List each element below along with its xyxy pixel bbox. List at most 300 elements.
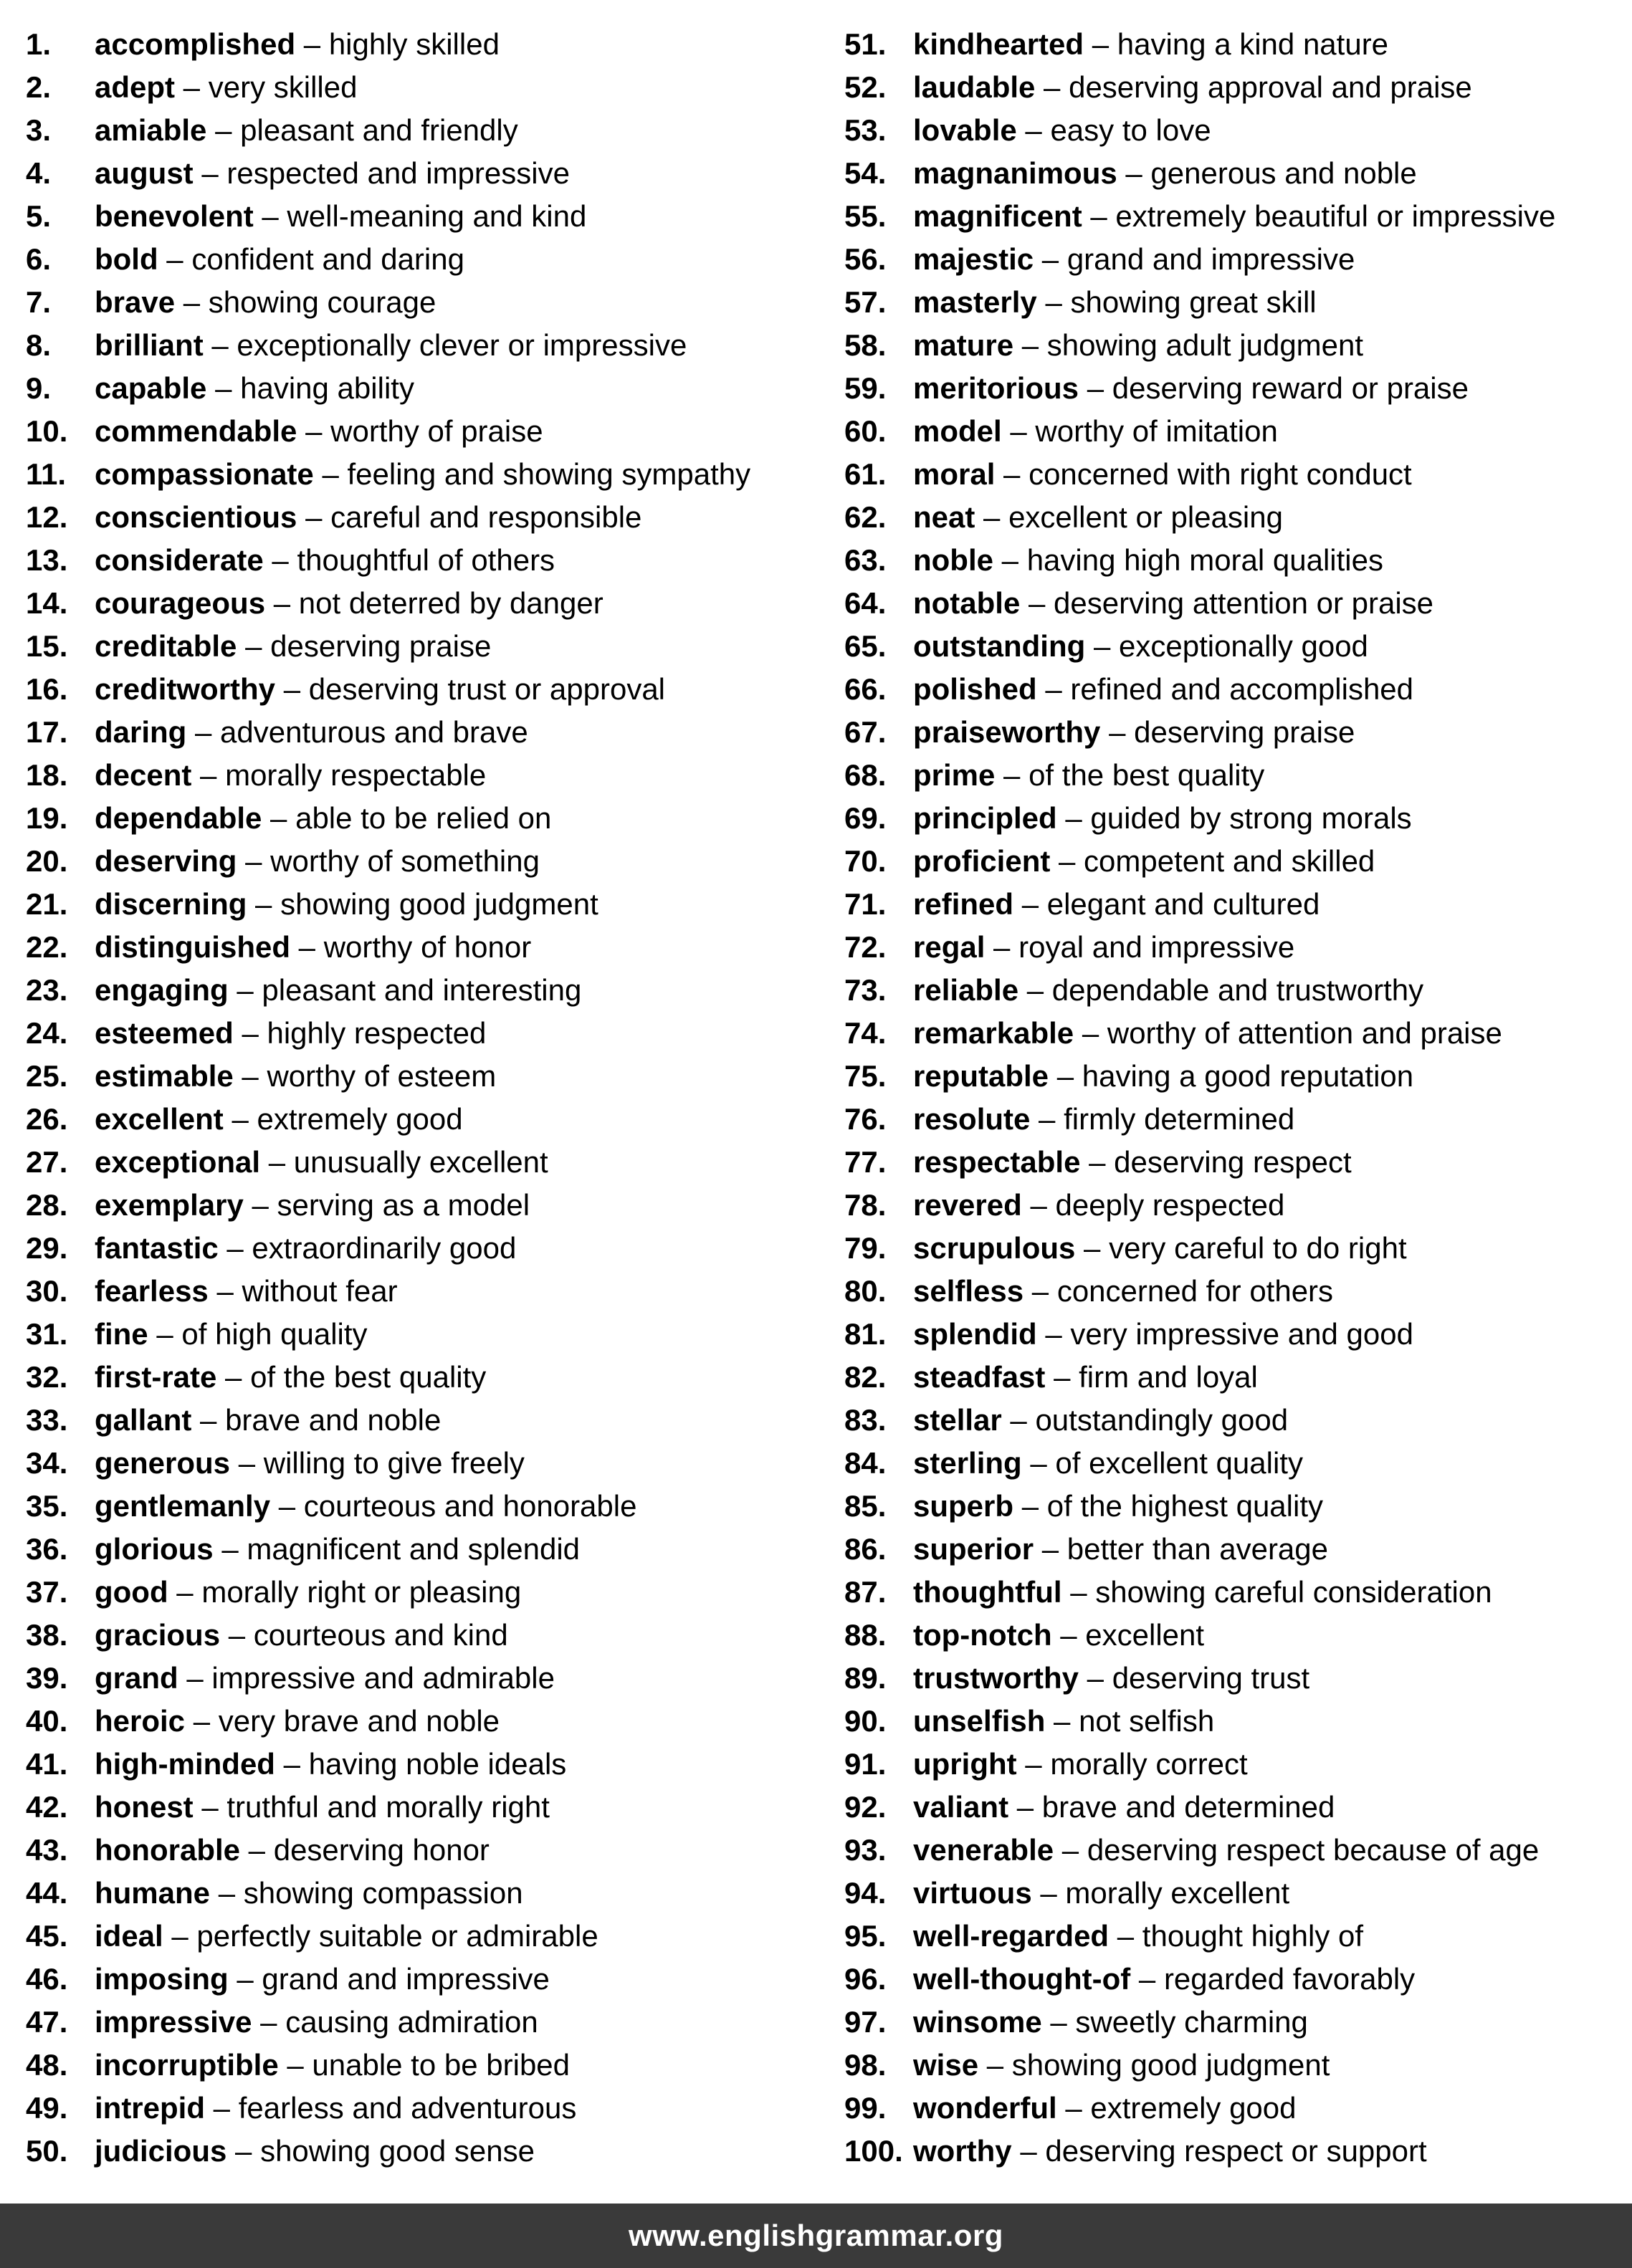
item-definition: feeling and showing sympathy bbox=[347, 457, 751, 491]
item-number: 33. bbox=[26, 1403, 68, 1437]
list-item bbox=[26, 1915, 836, 1958]
item-definition: perfectly suitable or admirable bbox=[196, 1919, 598, 1953]
item-number: 69. bbox=[844, 801, 887, 835]
item-definition: magnificent and splendid bbox=[247, 1532, 581, 1566]
item-word: magnanimous bbox=[913, 156, 1117, 190]
item-definition: elegant and cultured bbox=[1046, 887, 1320, 921]
item-separator: – bbox=[1041, 2005, 1076, 2039]
item-definition: grand and impressive bbox=[262, 1962, 550, 1996]
item-word: steadfast bbox=[913, 1360, 1046, 1394]
item-definition: very careful to do right bbox=[1109, 1231, 1407, 1265]
item-separator: – bbox=[295, 27, 329, 61]
item-definition: dependable and trustworthy bbox=[1051, 973, 1424, 1007]
list-item bbox=[26, 926, 836, 969]
item-number: 56. bbox=[844, 242, 887, 276]
item-definition: deserving honor bbox=[273, 1833, 490, 1867]
item-number: 84. bbox=[844, 1446, 887, 1480]
list-item bbox=[844, 1356, 1618, 1399]
list-item bbox=[26, 1399, 836, 1442]
list-item bbox=[844, 238, 1618, 281]
item-number: 43. bbox=[26, 1833, 68, 1867]
item-separator: – bbox=[1016, 113, 1051, 147]
item-separator: – bbox=[175, 285, 209, 319]
item-separator: – bbox=[253, 199, 287, 233]
item-number: 22. bbox=[26, 930, 68, 964]
item-definition: showing good sense bbox=[260, 2134, 535, 2168]
item-number: 75. bbox=[844, 1059, 887, 1093]
list-item bbox=[844, 668, 1618, 711]
item-separator: – bbox=[1049, 1059, 1082, 1093]
item-definition: deeply respected bbox=[1055, 1188, 1285, 1222]
item-definition: thoughtful of others bbox=[297, 543, 555, 577]
item-separator: – bbox=[1056, 801, 1091, 835]
item-definition: worthy of something bbox=[270, 844, 540, 878]
item-number: 32. bbox=[26, 1360, 68, 1394]
list-item bbox=[26, 1055, 836, 1098]
item-separator: – bbox=[228, 973, 262, 1007]
item-separator: – bbox=[1020, 586, 1054, 620]
item-definition: very skilled bbox=[208, 70, 358, 104]
item-number: 20. bbox=[26, 844, 68, 878]
item-definition: deserving approval and praise bbox=[1069, 70, 1472, 104]
item-word: fine bbox=[95, 1317, 148, 1351]
list-item bbox=[844, 1700, 1618, 1743]
item-number: 85. bbox=[844, 1489, 887, 1523]
list-item bbox=[26, 1442, 836, 1485]
item-separator: – bbox=[168, 1575, 202, 1609]
item-separator: – bbox=[290, 930, 324, 964]
item-number: 96. bbox=[844, 1962, 887, 1996]
item-definition: able to be relied on bbox=[295, 801, 552, 835]
item-number: 28. bbox=[26, 1188, 68, 1222]
item-separator: – bbox=[233, 1016, 267, 1050]
item-word: daring bbox=[95, 715, 187, 749]
item-separator: – bbox=[275, 1747, 309, 1781]
item-number: 41. bbox=[26, 1747, 68, 1781]
item-definition: deserving praise bbox=[270, 629, 492, 663]
item-separator: – bbox=[1034, 1532, 1067, 1566]
list-item bbox=[844, 926, 1618, 969]
item-number: 81. bbox=[844, 1317, 887, 1351]
item-number: 91. bbox=[844, 1747, 887, 1781]
list-item bbox=[844, 2044, 1618, 2087]
item-number: 53. bbox=[844, 113, 887, 147]
item-number: 66. bbox=[844, 672, 887, 706]
item-number: 23. bbox=[26, 973, 68, 1007]
item-word: courageous bbox=[95, 586, 266, 620]
list-item bbox=[844, 539, 1618, 582]
list-item bbox=[26, 1786, 836, 1829]
item-definition: respected and impressive bbox=[226, 156, 570, 190]
item-word: considerate bbox=[95, 543, 264, 577]
item-number: 93. bbox=[844, 1833, 887, 1867]
item-number: 92. bbox=[844, 1790, 887, 1824]
item-definition: showing courage bbox=[208, 285, 436, 319]
list-item bbox=[26, 1829, 836, 1872]
item-separator: – bbox=[1001, 414, 1036, 448]
list-item bbox=[844, 2001, 1618, 2044]
item-word: esteemed bbox=[95, 1016, 234, 1050]
item-word: sterling bbox=[913, 1446, 1022, 1480]
list-item bbox=[26, 152, 836, 195]
item-separator: – bbox=[1051, 1618, 1086, 1652]
item-word: laudable bbox=[913, 70, 1036, 104]
list-item bbox=[844, 1958, 1618, 2001]
list-item bbox=[26, 453, 836, 496]
item-separator: – bbox=[1054, 1833, 1087, 1867]
item-number: 62. bbox=[844, 500, 887, 534]
item-word: exemplary bbox=[95, 1188, 244, 1222]
item-word: valiant bbox=[913, 1790, 1009, 1824]
item-definition: serving as a model bbox=[277, 1188, 530, 1222]
list-item bbox=[26, 1700, 836, 1743]
item-separator: – bbox=[237, 844, 271, 878]
item-definition: morally right or pleasing bbox=[201, 1575, 522, 1609]
item-definition: showing adult judgment bbox=[1046, 328, 1364, 362]
item-separator: – bbox=[1075, 1231, 1110, 1265]
item-word: selfless bbox=[913, 1274, 1024, 1308]
item-number: 35. bbox=[26, 1489, 68, 1523]
item-separator: – bbox=[175, 70, 209, 104]
item-number: 78. bbox=[844, 1188, 887, 1222]
list-item bbox=[844, 195, 1618, 238]
item-word: impressive bbox=[95, 2005, 252, 2039]
item-word: virtuous bbox=[913, 1876, 1032, 1910]
item-definition: showing good judgment bbox=[280, 887, 598, 921]
item-word: neat bbox=[913, 500, 975, 534]
item-separator: – bbox=[203, 328, 237, 362]
list-item bbox=[26, 1141, 836, 1184]
item-definition: causing admiration bbox=[285, 2005, 538, 2039]
item-number: 87. bbox=[844, 1575, 887, 1609]
list-item bbox=[844, 23, 1618, 66]
list-item bbox=[26, 1227, 836, 1270]
list-item bbox=[844, 496, 1618, 539]
list-item bbox=[26, 1657, 836, 1700]
item-word: lovable bbox=[913, 113, 1017, 147]
item-word: top-notch bbox=[913, 1618, 1052, 1652]
item-number: 11. bbox=[26, 457, 67, 491]
item-definition: truthful and morally right bbox=[226, 1790, 550, 1824]
item-definition: royal and impressive bbox=[1018, 930, 1295, 964]
item-number: 88. bbox=[844, 1618, 887, 1652]
item-separator: – bbox=[1008, 1790, 1042, 1824]
list-item bbox=[844, 281, 1618, 324]
item-definition: worthy of imitation bbox=[1035, 414, 1278, 448]
item-number: 90. bbox=[844, 1704, 887, 1738]
item-number: 72. bbox=[844, 930, 887, 964]
list-item bbox=[26, 668, 836, 711]
item-number: 42. bbox=[26, 1790, 68, 1824]
list-item bbox=[844, 410, 1618, 453]
item-number: 94. bbox=[844, 1876, 887, 1910]
item-word: good bbox=[95, 1575, 168, 1609]
item-definition: firm and loyal bbox=[1079, 1360, 1258, 1394]
word-list-column-left bbox=[26, 23, 836, 2173]
item-separator: – bbox=[995, 457, 1029, 491]
list-item bbox=[26, 1270, 836, 1313]
list-item bbox=[844, 1485, 1618, 1528]
list-item bbox=[844, 1872, 1618, 1915]
item-definition: generous and noble bbox=[1150, 156, 1417, 190]
item-number: 49. bbox=[26, 2091, 68, 2125]
list-item bbox=[26, 195, 836, 238]
item-definition: confident and daring bbox=[191, 242, 464, 276]
item-word: first-rate bbox=[95, 1360, 217, 1394]
item-definition: excellent or pleasing bbox=[1008, 500, 1283, 534]
item-number: 83. bbox=[844, 1403, 887, 1437]
item-definition: deserving trust bbox=[1112, 1661, 1310, 1695]
footer-url: www.englishgrammar.org bbox=[629, 2219, 1003, 2252]
item-word: heroic bbox=[95, 1704, 186, 1738]
item-separator: – bbox=[1117, 156, 1151, 190]
list-item bbox=[26, 66, 836, 109]
item-number: 13. bbox=[26, 543, 68, 577]
list-item bbox=[26, 1012, 836, 1055]
item-word: intrepid bbox=[95, 2091, 205, 2125]
item-word: mature bbox=[913, 328, 1014, 362]
list-item bbox=[26, 2044, 836, 2087]
list-item bbox=[844, 1098, 1618, 1141]
item-definition: very impressive and good bbox=[1070, 1317, 1413, 1351]
list-item bbox=[26, 969, 836, 1012]
item-number: 50. bbox=[26, 2134, 68, 2168]
item-separator: – bbox=[228, 1962, 262, 1996]
list-item bbox=[844, 1528, 1618, 1571]
item-number: 71. bbox=[844, 887, 887, 921]
item-definition: unusually excellent bbox=[293, 1145, 548, 1179]
item-word: benevolent bbox=[95, 199, 254, 233]
item-separator: – bbox=[148, 1317, 182, 1351]
item-number: 70. bbox=[844, 844, 887, 878]
item-definition: courteous and kind bbox=[253, 1618, 508, 1652]
item-separator: – bbox=[1045, 1360, 1079, 1394]
item-number: 18. bbox=[26, 758, 68, 792]
list-item bbox=[844, 66, 1618, 109]
item-word: grand bbox=[95, 1661, 178, 1695]
list-item bbox=[844, 1571, 1618, 1614]
item-word: creditworthy bbox=[95, 672, 276, 706]
list-item bbox=[844, 1055, 1618, 1098]
item-separator: – bbox=[1079, 371, 1112, 405]
list-item bbox=[26, 1098, 836, 1141]
item-separator: – bbox=[1061, 1575, 1096, 1609]
item-separator: – bbox=[233, 1059, 267, 1093]
item-definition: firmly determined bbox=[1064, 1102, 1295, 1136]
list-item bbox=[844, 1657, 1618, 1700]
item-word: stellar bbox=[913, 1403, 1002, 1437]
item-separator: – bbox=[275, 672, 309, 706]
item-separator: – bbox=[1013, 887, 1047, 921]
item-word: proficient bbox=[913, 844, 1051, 878]
list-item bbox=[26, 625, 836, 668]
item-word: polished bbox=[913, 672, 1037, 706]
item-word: regal bbox=[913, 930, 986, 964]
list-item bbox=[844, 1829, 1618, 1872]
list-item bbox=[26, 1528, 836, 1571]
item-word: scrupulous bbox=[913, 1231, 1076, 1265]
item-word: kindhearted bbox=[913, 27, 1084, 61]
item-definition: deserving attention or praise bbox=[1054, 586, 1434, 620]
item-number: 25. bbox=[26, 1059, 68, 1093]
item-number: 55. bbox=[844, 199, 887, 233]
item-definition: showing good judgment bbox=[1011, 2048, 1330, 2082]
item-word: discerning bbox=[95, 887, 247, 921]
item-separator: – bbox=[206, 113, 241, 147]
item-number: 4. bbox=[26, 156, 52, 190]
item-word: moral bbox=[913, 457, 996, 491]
item-definition: morally excellent bbox=[1065, 1876, 1290, 1910]
item-definition: regarded favorably bbox=[1163, 1962, 1416, 1996]
item-number: 15. bbox=[26, 629, 68, 663]
item-separator: – bbox=[178, 1661, 212, 1695]
item-definition: not deterred by danger bbox=[298, 586, 603, 620]
list-item bbox=[844, 152, 1618, 195]
item-separator: – bbox=[191, 1403, 226, 1437]
list-item bbox=[844, 324, 1618, 367]
item-number: 12. bbox=[26, 500, 68, 534]
item-definition: outstandingly good bbox=[1035, 1403, 1289, 1437]
item-definition: better than average bbox=[1066, 1532, 1329, 1566]
item-word: superior bbox=[913, 1532, 1034, 1566]
item-definition: deserving praise bbox=[1134, 715, 1355, 749]
item-word: wise bbox=[913, 2048, 979, 2082]
item-number: 68. bbox=[844, 758, 887, 792]
list-item bbox=[26, 1571, 836, 1614]
list-item bbox=[26, 238, 836, 281]
item-definition: extraordinarily good bbox=[252, 1231, 517, 1265]
item-word: exceptional bbox=[95, 1145, 261, 1179]
item-separator: – bbox=[1050, 844, 1084, 878]
item-word: bold bbox=[95, 242, 158, 276]
item-number: 27. bbox=[26, 1145, 68, 1179]
item-separator: – bbox=[1021, 1188, 1056, 1222]
item-separator: – bbox=[985, 930, 1019, 964]
list-item bbox=[26, 1743, 836, 1786]
item-definition: deserving trust or approval bbox=[308, 672, 666, 706]
item-number: 59. bbox=[844, 371, 887, 405]
item-definition: without fear bbox=[242, 1274, 398, 1308]
list-item bbox=[844, 2087, 1618, 2130]
item-word: reputable bbox=[913, 1059, 1049, 1093]
item-number: 46. bbox=[26, 1962, 68, 1996]
list-item bbox=[844, 969, 1618, 1012]
item-separator: – bbox=[1130, 1962, 1164, 1996]
item-separator: – bbox=[1036, 672, 1071, 706]
item-word: glorious bbox=[95, 1532, 214, 1566]
list-item bbox=[844, 1743, 1618, 1786]
item-separator: – bbox=[205, 2091, 239, 2125]
item-number: 8. bbox=[26, 328, 52, 362]
item-number: 7. bbox=[26, 285, 52, 319]
word-list-column-right bbox=[844, 23, 1618, 2173]
list-item bbox=[26, 1958, 836, 2001]
item-definition: unable to be bribed bbox=[312, 2048, 571, 2082]
item-separator: – bbox=[1016, 1747, 1051, 1781]
item-number: 67. bbox=[844, 715, 887, 749]
item-definition: having a good reputation bbox=[1082, 1059, 1414, 1093]
item-number: 65. bbox=[844, 629, 887, 663]
item-separator: – bbox=[1013, 1489, 1047, 1523]
list-item bbox=[26, 539, 836, 582]
item-separator: – bbox=[1031, 1876, 1066, 1910]
item-separator: – bbox=[216, 1360, 251, 1394]
item-separator: – bbox=[1023, 1274, 1057, 1308]
item-number: 54. bbox=[844, 156, 887, 190]
item-word: well-regarded bbox=[913, 1919, 1110, 1953]
item-number: 64. bbox=[844, 586, 887, 620]
item-number: 38. bbox=[26, 1618, 68, 1652]
item-word: thoughtful bbox=[913, 1575, 1062, 1609]
item-number: 5. bbox=[26, 199, 52, 233]
item-number: 17. bbox=[26, 715, 68, 749]
item-word: decent bbox=[95, 758, 192, 792]
item-word: honest bbox=[95, 1790, 194, 1824]
item-separator: – bbox=[191, 758, 226, 792]
item-word: venerable bbox=[913, 1833, 1054, 1867]
item-definition: brave and determined bbox=[1041, 1790, 1335, 1824]
item-definition: brave and noble bbox=[225, 1403, 442, 1437]
item-separator: – bbox=[978, 2048, 1012, 2082]
list-item bbox=[844, 1399, 1618, 1442]
item-word: commendable bbox=[95, 414, 297, 448]
item-number: 14. bbox=[26, 586, 68, 620]
item-number: 1. bbox=[26, 27, 52, 61]
item-number: 89. bbox=[844, 1661, 887, 1695]
item-word: notable bbox=[913, 586, 1021, 620]
item-definition: deserving reward or praise bbox=[1112, 371, 1469, 405]
item-word: ideal bbox=[95, 1919, 163, 1953]
item-definition: extremely good bbox=[257, 1102, 463, 1136]
item-number: 86. bbox=[844, 1532, 887, 1566]
item-definition: highly respected bbox=[267, 1016, 487, 1050]
list-item bbox=[26, 109, 836, 152]
item-definition: pleasant and interesting bbox=[262, 973, 582, 1007]
item-number: 80. bbox=[844, 1274, 887, 1308]
item-definition: competent and skilled bbox=[1084, 844, 1375, 878]
item-word: gallant bbox=[95, 1403, 192, 1437]
item-number: 61. bbox=[844, 457, 887, 491]
item-definition: having noble ideals bbox=[308, 1747, 567, 1781]
item-definition: worthy of esteem bbox=[267, 1059, 497, 1093]
item-word: creditable bbox=[95, 629, 237, 663]
item-separator: – bbox=[1011, 2134, 1046, 2168]
item-number: 10. bbox=[26, 414, 68, 448]
item-definition: fearless and adventurous bbox=[238, 2091, 577, 2125]
item-separator: – bbox=[223, 1102, 257, 1136]
item-word: upright bbox=[913, 1747, 1017, 1781]
item-separator: – bbox=[1079, 1661, 1112, 1695]
list-item bbox=[844, 1786, 1618, 1829]
list-item bbox=[26, 711, 836, 754]
item-word: noble bbox=[913, 543, 993, 577]
item-definition: easy to love bbox=[1050, 113, 1211, 147]
item-word: splendid bbox=[913, 1317, 1037, 1351]
item-number: 34. bbox=[26, 1446, 68, 1480]
item-number: 40. bbox=[26, 1704, 68, 1738]
item-separator: – bbox=[247, 887, 281, 921]
item-separator: – bbox=[185, 1704, 219, 1738]
item-definition: highly skilled bbox=[328, 27, 500, 61]
list-item bbox=[844, 1270, 1618, 1313]
list-item bbox=[844, 797, 1618, 840]
list-item bbox=[844, 1313, 1618, 1356]
item-number: 19. bbox=[26, 801, 68, 835]
item-number: 39. bbox=[26, 1661, 68, 1695]
item-word: outstanding bbox=[913, 629, 1086, 663]
item-definition: impressive and admirable bbox=[211, 1661, 555, 1695]
item-definition: adventurous and brave bbox=[220, 715, 528, 749]
